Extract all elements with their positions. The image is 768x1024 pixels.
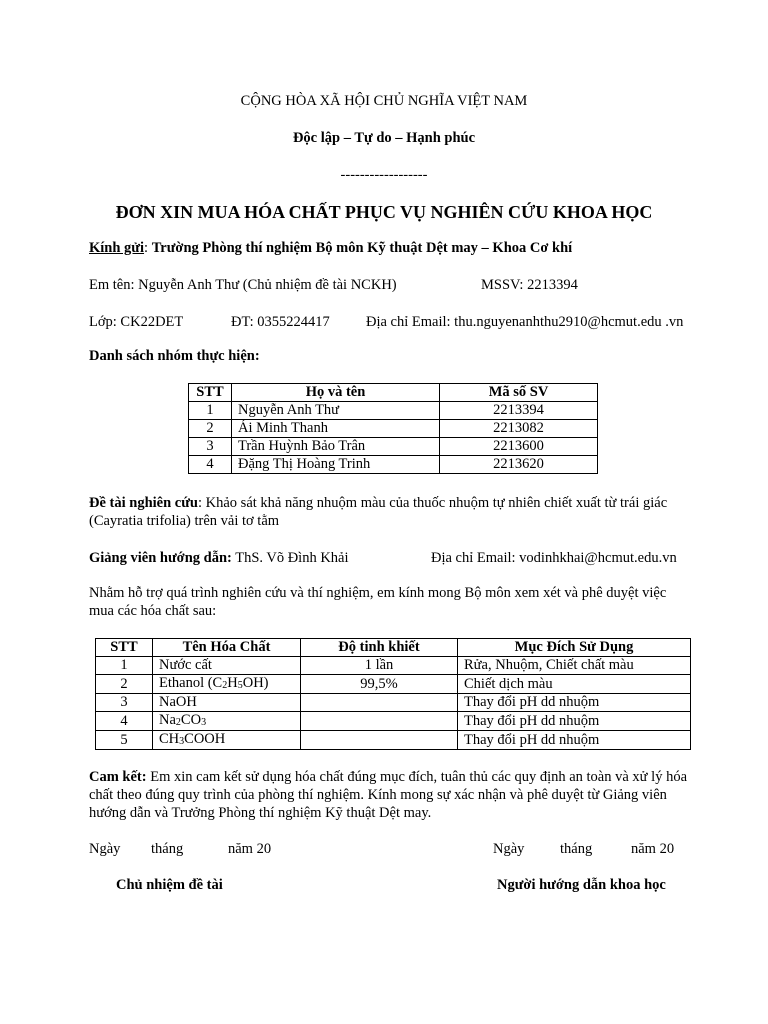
- column-header: Mục Đích Sử Dụng: [458, 639, 691, 657]
- table-header-row: [96, 639, 691, 657]
- left-date-year: năm 20: [228, 841, 272, 857]
- addressee-value: Trường Phòng thí nghiệm Bộ môn Kỹ thuật Dệt may – Khoa Cơ khí: [151, 240, 573, 256]
- commitment-paragraph: [89, 768, 689, 822]
- group-members-table: [188, 383, 598, 474]
- right-date-year: năm 20: [631, 841, 675, 857]
- column-header: Họ và tên: [232, 384, 440, 402]
- advisor-line: [89, 549, 349, 567]
- table-row: [96, 731, 691, 750]
- advisor-name: ThS. Võ Đình Khải: [231, 550, 349, 566]
- national-motto: Độc lập – Tự do – Hạnh phúc: [292, 130, 476, 146]
- table-header-row: [189, 384, 598, 402]
- research-topic: [89, 494, 689, 530]
- chemical-purpose: Chiết dịch màu: [458, 675, 691, 694]
- table-row: [189, 420, 598, 438]
- table-row: [96, 675, 691, 694]
- column-header: Tên Hóa Chất: [153, 639, 301, 657]
- member-stt: 2: [189, 420, 232, 438]
- chemical-purity: [301, 712, 458, 731]
- chemical-name: Nước cất: [153, 657, 301, 675]
- right-date-day: Ngày: [493, 841, 525, 857]
- applicant-email: Địa chỉ Email: thu.nguyenanhthu2910@hcmut.edu .vn: [366, 314, 684, 330]
- table-row: [96, 694, 691, 712]
- table-row: [189, 402, 598, 420]
- right-date-month: tháng: [560, 841, 593, 857]
- commitment-text: Em xin cam kết sử dụng hóa chất đúng mục đích, tuân thủ các quy định an toàn và xử lý hóa chất theo đúng quy trình của phòng thí nghiệm. Kính mong sự xác nhận và phê duyệt từ Giảng viên hướng dẫn và Trưởng Phòng thí nghiệm Kỹ thuật Dệt may.: [89, 769, 688, 821]
- table-row: [189, 456, 598, 474]
- chemical-purity: [301, 694, 458, 712]
- chemical-stt: 4: [96, 712, 153, 731]
- left-date-month: tháng: [151, 841, 184, 857]
- addressee-line: [89, 239, 572, 257]
- table-row: [96, 712, 691, 731]
- group-heading: Danh sách nhóm thực hiện:: [89, 348, 260, 364]
- member-name: Đặng Thị Hoàng Trinh: [232, 456, 440, 474]
- applicant-student-id: MSSV: 2213394: [481, 277, 578, 293]
- column-header: STT: [96, 639, 153, 657]
- chemical-stt: 1: [96, 657, 153, 675]
- chemicals-table: [95, 638, 691, 750]
- chemical-purpose: Rửa, Nhuộm, Chiết chất màu: [458, 657, 691, 675]
- national-title: CỘNG HÒA XÃ HỘI CHỦ NGHĨA VIỆT NAM: [240, 93, 528, 109]
- chemical-purity: 99,5%: [301, 675, 458, 694]
- separator-line: ------------------: [340, 167, 428, 183]
- signature-left-title: Chủ nhiệm đề tài: [116, 877, 223, 893]
- chemical-stt: 5: [96, 731, 153, 750]
- member-stt: 3: [189, 438, 232, 456]
- applicant-name: Em tên: Nguyễn Anh Thư (Chủ nhiệm đề tài NCKH): [89, 277, 397, 293]
- topic-text: : Khảo sát khả năng nhuộm màu của thuốc nhuộm tự nhiên chiết xuất từ trái giác (Cayratia trifolia) trên vải tơ tằm: [89, 495, 668, 529]
- document-title: ĐƠN XIN MUA HÓA CHẤT PHỤC VỤ NGHIÊN CỨU KHOA HỌC: [115, 202, 653, 222]
- chemical-purpose: Thay đổi pH dd nhuộm: [458, 731, 691, 750]
- chemical-stt: 3: [96, 694, 153, 712]
- chemical-name: NaOH: [153, 694, 301, 712]
- column-header: Độ tinh khiết: [301, 639, 458, 657]
- applicant-phone: ĐT: 0355224417: [231, 314, 330, 330]
- advisor-email: Địa chỉ Email: vodinhkhai@hcmut.edu.vn: [431, 550, 677, 566]
- member-id: 2213600: [440, 438, 598, 456]
- chemical-purpose: Thay đổi pH dd nhuộm: [458, 712, 691, 731]
- column-header: STT: [189, 384, 232, 402]
- chemical-name: $Na_2CO_3$: [153, 712, 301, 731]
- request-paragraph: Nhằm hỗ trợ quá trình nghiên cứu và thí nghiệm, em kính mong Bộ môn xem xét và phê duyệt việc mua các hóa chất sau:: [89, 585, 667, 619]
- table-row: [189, 438, 598, 456]
- table-row: [96, 657, 691, 675]
- member-stt: 1: [189, 402, 232, 420]
- commitment-label: Cam kết:: [89, 769, 147, 785]
- chemical-purity: [301, 731, 458, 750]
- left-date-day: Ngày: [89, 841, 121, 857]
- addressee-label: Kính gửi: [89, 240, 145, 256]
- advisor-label: Giảng viên hướng dẫn:: [89, 550, 232, 566]
- member-name: Ái Minh Thanh: [232, 420, 440, 438]
- applicant-class: Lớp: CK22DET: [89, 314, 184, 330]
- column-header: Mã số SV: [440, 384, 598, 402]
- chemical-purity: 1 lần: [301, 657, 458, 675]
- signature-right-title: Người hướng dẫn khoa học: [497, 877, 666, 893]
- member-stt: 4: [189, 456, 232, 474]
- chemical-name: Ethanol $(C_2H_5OH)$: [153, 675, 301, 694]
- member-name: Nguyễn Anh Thư: [232, 402, 440, 420]
- member-id: 2213394: [440, 402, 598, 420]
- chemical-stt: 2: [96, 675, 153, 694]
- member-id: 2213082: [440, 420, 598, 438]
- member-name: Trần Huỳnh Bảo Trân: [232, 438, 440, 456]
- chemical-purpose: Thay đổi pH dd nhuộm: [458, 694, 691, 712]
- addressee-colon: :: [144, 240, 152, 256]
- chemical-name: $CH_3COOH$: [153, 731, 301, 750]
- topic-label: Đề tài nghiên cứu: [89, 495, 198, 511]
- member-id: 2213620: [440, 456, 598, 474]
